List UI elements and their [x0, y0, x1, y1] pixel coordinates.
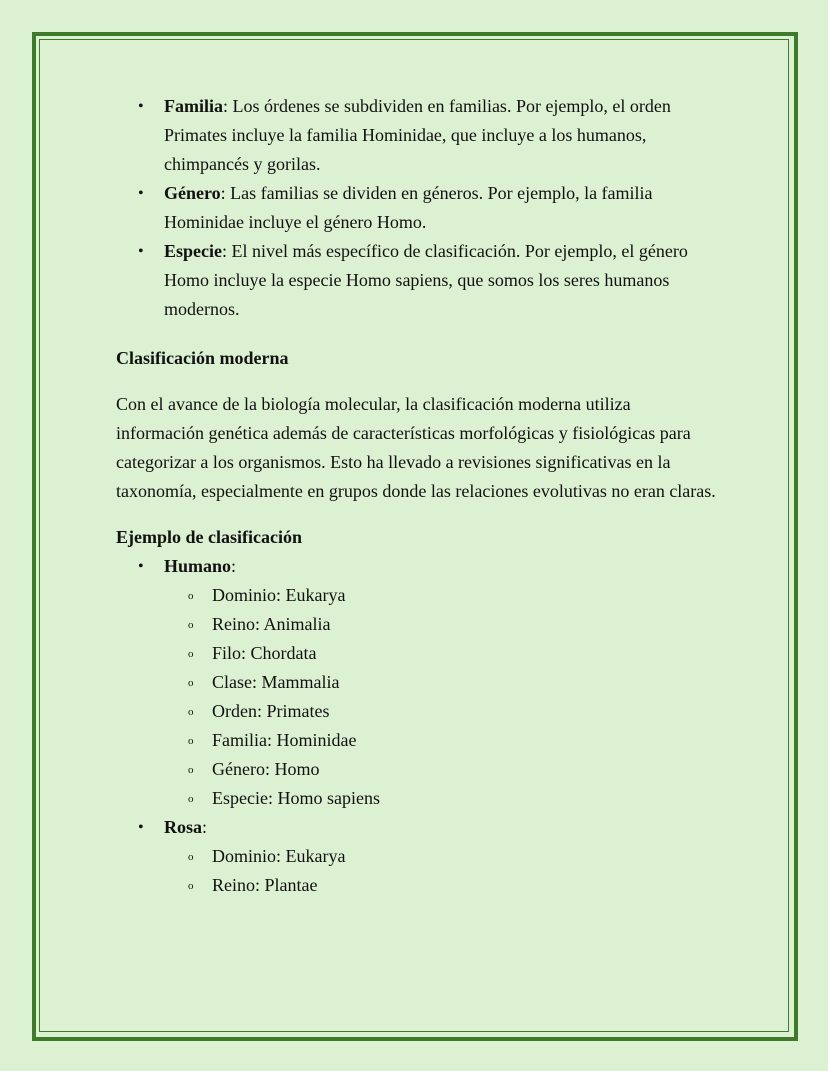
circle-bullet-icon: o — [188, 590, 194, 602]
term-suffix: : — [231, 556, 237, 576]
sub-list-item — [164, 871, 716, 900]
circle-bullet-icon: o — [188, 764, 194, 776]
sub-item-text: Género: Homo — [212, 759, 320, 779]
examples-list — [116, 552, 716, 900]
sub-list-item — [164, 755, 716, 784]
heading-ejemplo-clasificacion: Ejemplo de clasificación — [116, 527, 302, 547]
heading-clasificacion-moderna: Clasificación moderna — [116, 348, 289, 368]
circle-bullet-icon: o — [188, 793, 194, 805]
definition-familia: : Los órdenes se subdividen en familias. Por ejemplo, el orden Primates incluye la familia Hominidae, que incluye a los humanos, chimpancés y gorilas. — [164, 96, 671, 174]
circle-bullet-icon: o — [188, 851, 194, 863]
circle-bullet-icon: o — [188, 677, 194, 689]
bullet-icon: • — [138, 819, 144, 836]
term-especie: Especie — [164, 241, 222, 261]
sub-list-item — [164, 581, 716, 610]
list-item-genero — [116, 179, 716, 237]
sub-list-item — [164, 668, 716, 697]
circle-bullet-icon: o — [188, 706, 194, 718]
sub-item-text: Filo: Chordata — [212, 643, 317, 663]
sub-list-item — [164, 697, 716, 726]
taxonomy-levels-list — [116, 92, 716, 324]
bullet-icon: • — [138, 243, 144, 260]
list-item-especie — [116, 237, 716, 324]
sub-item-text: Reino: Animalia — [212, 614, 331, 634]
circle-bullet-icon: o — [188, 735, 194, 747]
list-item-rosa — [116, 813, 716, 900]
definition-genero: : Las familias se dividen en géneros. Por ejemplo, la familia Hominidae incluye el género Homo. — [164, 183, 653, 232]
sub-item-text: Familia: Hominidae — [212, 730, 357, 750]
sub-list-item — [164, 639, 716, 668]
circle-bullet-icon: o — [188, 648, 194, 660]
document-content — [116, 92, 716, 900]
bullet-icon: • — [138, 185, 144, 202]
sub-item-text: Dominio: Eukarya — [212, 846, 346, 866]
circle-bullet-icon: o — [188, 619, 194, 631]
rosa-classification-list — [164, 842, 716, 900]
humano-classification-list — [164, 581, 716, 813]
sub-list-item — [164, 842, 716, 871]
sub-list-item — [164, 726, 716, 755]
sub-item-text: Clase: Mammalia — [212, 672, 340, 692]
term-rosa: Rosa — [164, 817, 203, 837]
term-humano: Humano — [164, 556, 232, 576]
list-item-humano — [116, 552, 716, 813]
definition-especie: : El nivel más específico de clasificación. Por ejemplo, el género Homo incluye la especie Homo sapiens, que somos los seres humanos modernos. — [164, 241, 688, 319]
bullet-icon: • — [138, 98, 144, 115]
sub-item-text: Orden: Primates — [212, 701, 330, 721]
term-genero: Género — [164, 183, 221, 203]
bullet-icon: • — [138, 558, 144, 575]
sub-item-text: Especie: Homo sapiens — [212, 788, 380, 808]
sub-item-text: Reino: Plantae — [212, 875, 318, 895]
sub-item-text: Dominio: Eukarya — [212, 585, 346, 605]
circle-bullet-icon: o — [188, 880, 194, 892]
term-suffix: : — [202, 817, 208, 837]
sub-list-item — [164, 784, 716, 813]
list-item-familia — [116, 92, 716, 179]
term-familia: Familia — [164, 96, 223, 116]
sub-list-item — [164, 610, 716, 639]
paragraph-clasificacion-moderna: Con el avance de la biología molecular, la clasificación moderna utiliza información genética además de características morfológicas y fisiológicas para categorizar a los organismos. Esto ha llevado a revisiones significativas en la taxonomía, especialmente en grupos donde las relaciones evolutivas no eran claras. — [116, 394, 716, 501]
